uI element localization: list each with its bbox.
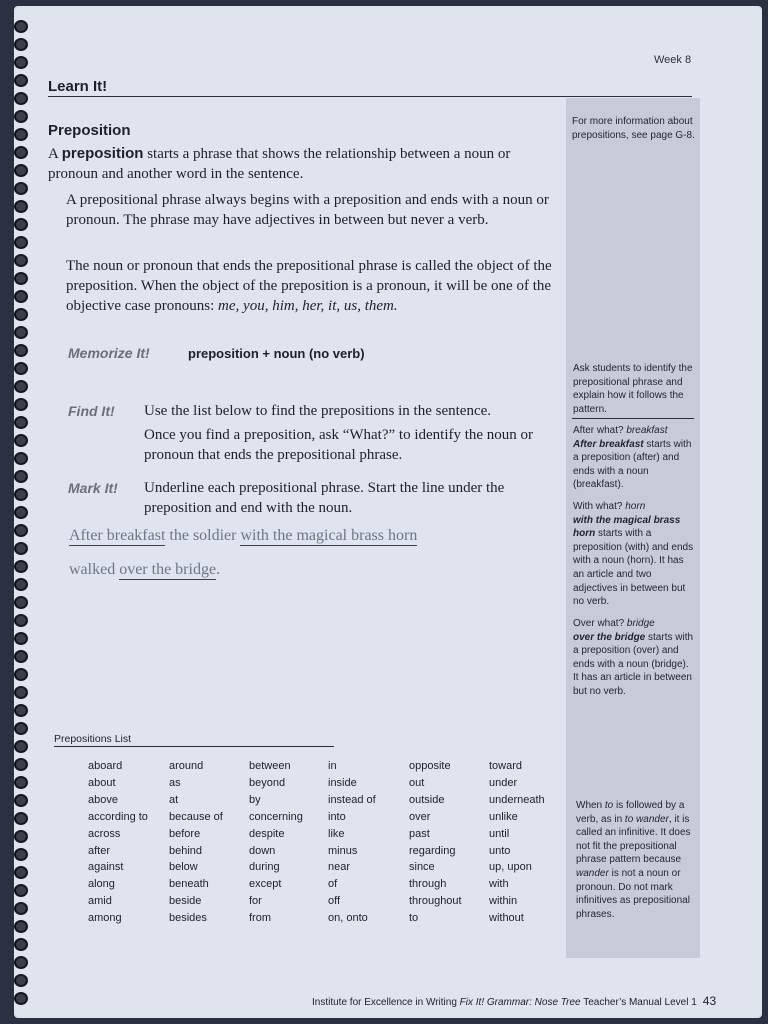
binding-ring [14,254,28,267]
preposition-item: over [409,810,431,823]
preposition-item: besides [169,912,207,925]
binding-ring [14,308,28,321]
preposition-item: like [328,827,345,840]
binding-ring [14,362,28,375]
preposition-item: to [409,912,419,925]
binding-ring [14,38,28,51]
preposition-item: across [88,827,121,840]
sidebar-answer-1: After what? breakfast After breakfast starts with a preposition (after) and ends with a noun (breakfast). [573,425,692,491]
preposition-item: between [249,760,291,772]
binding-ring [14,164,28,177]
binding-ring [14,452,28,465]
underlined-phrase: with the magical brass horn [240,527,418,544]
binding-ring [14,758,28,771]
binding-ring [14,866,28,879]
preposition-item: unto [489,844,511,857]
binding-ring [14,974,28,987]
binding-ring [14,578,28,591]
underlined-phrase: After breakfast [69,527,166,544]
prepositions-column [489,758,545,927]
binding-ring [14,812,28,825]
page-number: 43 [702,994,717,1008]
preposition-item: within [489,895,518,908]
preposition-item: down [249,844,276,857]
prepositions-column [328,758,376,927]
object-paragraph: The noun or pronoun that ends the prepositional phrase is called the object of the preposition. When the object of the preposition is a pronoun, it will be one of the objective case pronouns: me, you, him, her, it, us, them. [66,258,552,314]
binding-ring [14,272,28,285]
preposition-item: under [489,776,518,789]
mark-label: Mark It! [68,480,118,496]
binding-ring [14,488,28,501]
binding-ring [14,236,28,249]
preposition-item: aboard [88,760,123,772]
preposition-item: underneath [489,793,545,806]
section-title: Learn It! [48,78,108,95]
spiral-binding [14,20,30,1020]
binding-ring [14,470,28,483]
find-instruction-2: Once you find a preposition, ask “What?” to identify the noun or pronoun that ends the prepositional phrase. [144,427,534,463]
preposition-item: from [249,912,271,925]
preposition-item: instead of [328,793,376,806]
binding-ring [14,722,28,735]
find-label: Find It! [68,403,115,419]
sidebar-note-identify: Ask students to identify the prepositional phrase and explain how it follows the pattern. [573,363,693,415]
preposition-item: around [169,760,204,772]
binding-ring [14,542,28,555]
preposition-item: despite [249,827,285,840]
binding-ring [14,740,28,753]
preposition-item: beneath [169,878,209,891]
binding-ring [14,416,28,429]
preposition-item: about [88,776,116,789]
binding-ring [14,74,28,87]
binding-ring [14,776,28,789]
preposition-item: through [409,878,447,891]
binding-ring [14,956,28,969]
binding-ring [14,992,28,1005]
sidebar-infinitive-note: When to is followed by a verb, as in to wander, it is called an infinitive. It does not fit the prepositional phrase pattern because wander is not a noun or pronoun. Do not mark infinitives as prepositional phrases. [576,800,691,920]
preposition-item: outside [409,793,445,806]
preposition-item: for [249,895,262,908]
binding-ring [14,200,28,213]
binding-ring [14,146,28,159]
preposition-item: toward [489,760,523,772]
prepositions-column [249,758,303,927]
preposition-item: concerning [249,810,303,823]
preposition-item: opposite [409,760,451,772]
preposition-item: beyond [249,776,286,789]
preposition-item: above [88,793,118,806]
preposition-item: on, onto [328,912,368,925]
preposition-item: amid [88,895,112,908]
preposition-item: past [409,827,430,840]
binding-ring [14,380,28,393]
preposition-item: into [328,810,346,823]
binding-ring [14,398,28,411]
preposition-item: inside [328,776,357,789]
header-divider [48,96,692,97]
preposition-item: off [328,895,341,908]
binding-ring [14,686,28,699]
preposition-item: as [169,776,181,789]
preposition-item: up, upon [489,861,532,874]
pronoun-list: me, you, him, her, it, us, them. [218,298,398,314]
binding-ring [14,632,28,645]
binding-ring [14,884,28,897]
prepositions-column [409,758,462,927]
definition-paragraph: A preposition starts a phrase that shows the relationship between a noun or pronoun and another word in the sentence. [48,145,511,182]
definition-term: preposition [61,145,144,162]
binding-ring [14,920,28,933]
page-footer: Institute for Excellence in Writing Fix It! Grammar: Nose Tree Teacher’s Manual Level 1 43 [312,994,717,1008]
sidebar-answer-2: With what? horn with the magical brass horn starts with a preposition (with) and ends with a noun (horn). It has an article and two adjectives in between but no verb. [573,501,694,608]
preposition-item: near [328,861,351,874]
preposition-item: beside [169,895,202,908]
binding-ring [14,524,28,537]
preposition-item: except [249,878,282,891]
sidebar-divider [572,418,694,419]
binding-ring [14,830,28,843]
preposition-item: along [88,878,115,891]
preposition-item: during [249,861,280,874]
find-instruction-1: Use the list below to find the prepositions in the sentence. [144,403,492,419]
binding-ring [14,92,28,105]
preposition-item: with [489,878,509,891]
preposition-item: according to [88,810,148,823]
preposition-item: without [489,912,524,925]
binding-ring [14,110,28,123]
example-line-2: walked over the bridge. [69,561,221,578]
binding-ring [14,560,28,573]
week-label: Week 8 [654,54,692,66]
binding-ring [14,182,28,195]
binding-ring [14,506,28,519]
binding-ring [14,344,28,357]
binding-ring [14,848,28,861]
binding-ring [14,20,28,33]
binding-ring [14,434,28,447]
preposition-item: against [88,861,124,874]
preposition-item: out [409,776,425,789]
binding-ring [14,128,28,141]
mark-instruction: Underline each prepositional phrase. Start the line under the preposition and end with the noun. [144,480,505,516]
preposition-item: throughout [409,895,462,908]
preposition-item: until [489,827,510,840]
preposition-item: because of [169,810,223,823]
binding-ring [14,938,28,951]
binding-ring [14,218,28,231]
preposition-item: among [88,912,122,925]
preposition-item: behind [169,844,203,857]
preposition-item: unlike [489,810,518,823]
prepositions-list-divider [54,746,334,747]
binding-ring [14,290,28,303]
preposition-item: by [249,793,261,806]
preposition-item: before [169,827,201,840]
example-line-1: After breakfast the soldier with the magical brass horn [69,527,418,544]
binding-ring [14,596,28,609]
preposition-item: in [328,760,337,772]
preposition-item: at [169,793,179,806]
binding-ring [14,56,28,69]
binding-ring [14,614,28,627]
sidebar-note-reference: For more information about prepositions, see page G-8. [572,116,695,141]
binding-ring [14,704,28,717]
underlined-phrase: over the bridge [119,561,217,578]
memorize-label: Memorize It! [68,345,150,361]
binding-ring [14,668,28,681]
binding-ring [14,326,28,339]
binding-ring [14,650,28,663]
prepositions-column [169,758,223,927]
lesson-heading: Preposition [48,122,131,139]
preposition-item: of [328,878,338,891]
preposition-item: regarding [409,844,456,857]
preposition-item: after [88,844,111,857]
preposition-item: below [169,861,198,874]
binding-ring [14,902,28,915]
binding-ring [14,794,28,807]
phrase-rule-paragraph: A prepositional phrase always begins with a preposition and ends with a noun or pronoun. The phrase may have adjectives in between but never a verb. [66,192,549,228]
memorize-formula: preposition + noun (no verb) [188,346,365,361]
preposition-item: minus [328,844,358,857]
sidebar-answer-3: Over what? bridge over the bridge starts with a preposition (over) and ends with a noun (bridge). It has an article in between but no verb. [573,618,694,697]
prepositions-column [88,758,148,927]
prepositions-list-title: Prepositions List [54,733,132,745]
preposition-item: since [409,861,435,874]
